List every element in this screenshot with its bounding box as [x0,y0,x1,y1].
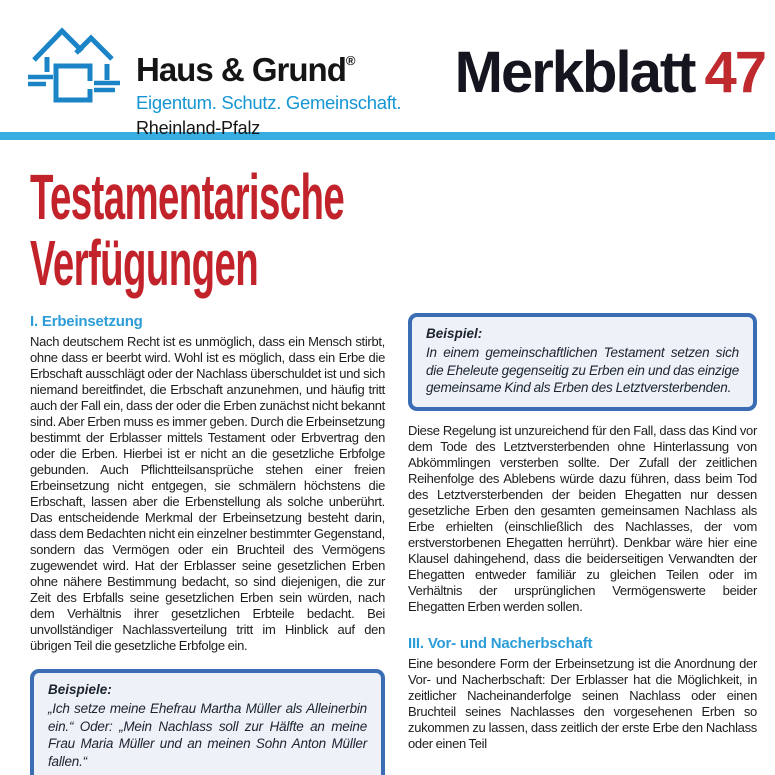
masthead-title [454,40,765,105]
section-heading-nacherbschaft: III. Vor- und Nacherbschaft [408,634,593,652]
example-box-body: In einem gemeinschaftlichen Testament setzen sich die Eheleute gegenseitig zu Erben ein und das einzige gemeinsame Kind als Erben des Letztversterbenden. [426,345,739,395]
header [0,0,775,138]
example-box [408,313,757,411]
right-column [408,313,757,775]
examples-box-body: „Ich setze meine Ehefrau Martha Müller als Alleinerbin ein.“ Oder: „Mein Nachlass soll zur Hälfte an meine Frau Maria Müller und an meinen Sohn Anton Müller fallen.“ [48,701,367,769]
masthead-number: 47 [704,40,765,105]
section-body-erbeinsetzung: Nach deutschem Recht ist es unmöglich, dass ein Mensch stirbt, ohne dass er beerbt wird. Wohl ist es möglich, dass ein Erbe die Erbschaft ausschlägt oder der Nachlass überschuldet ist und sich niemand bereitfindet, die Erbschaft anzunehmen, und häufig tritt auch der Fall ein, dass der oder die Erben zunächst nicht bekannt sind. Aber Erben muss es immer geben. Durch die Erbeinsetzung bestimmt der Erblasser mittels Testament oder Erbvertrag den oder die Erben. Hierbei ist er nicht an die gesetzliche Erbfolge gebunden. Auch Pflichtteilsansprüche stehen einer freien Erbeinsetzung nicht entgegen, sie schmälern höchstens die Erbschaft, lassen aber die Erbenstellung als solche unberührt. Das entscheidende Merkmal der Erbeinsetzung besteht darin, dass dem Bedachten nicht ein einzelner bestimmter Gegenstand, sondern das Vermögen oder ein Bruchteil des Vermögens zugewendet wird. Hat der Erblasser seine gesetzlichen Erben ohne nähere Bestimmung bedacht, so sind diejenigen, die zur Zeit des Erbfalls seine gesetzlichen Erben sein würden, nach dem Verhältnis ihrer gesetzlichen Erbteile bedacht. Bei unvollständiger Nachlassverteilung tritt im Hinblick auf den übrigen Teil die gesetzliche Erbfolge ein. [30,334,385,653]
section-heading-erbeinsetzung: I. Erbeinsetzung [30,313,143,330]
masthead-label: Merkblatt [454,40,695,105]
content-columns [0,313,775,775]
brand-tagline: Eigentum. Schutz. Gemeinschaft. [136,92,402,113]
left-column [30,313,385,775]
brand-block [136,42,401,139]
section-body-nacherbschaft: Eine besondere Form der Erbeinsetzung ist die Anordnung der Vor- und Nacherbschaft: Der Erblasser hat die Möglichkeit, in zeitlicher Nacheinanderfolge seinen Nachlass oder einen Bruchteil seines Nachlasses den vorgesehenen Erben so zukommen zu lassen, dass zeitlich der erste Erbe den Nachlass oder einen Teil [408,655,757,751]
document-title: Testamentarische Verfügungen [30,161,345,299]
paragraph-regelung: Diese Regelung ist unzureichend für den Fall, dass das Kind vor dem Tode des Letztversterbenden ohne Hinterlassung von Abkömmlingen versterben sollte. Der Zufall der zeitlichen Reihenfolge des Ablebens würde dazu führen, dass beim Tod des Letztversterbenden der beiden Ehegatten nur dessen gesetzliche Erben den gesamten gemeinsamen Nachlass als Erbe erhielten (einschließlich des Nachlasses, der vom erstverstorbenen Ehegatten herrührt). Denkbar wäre hier eine Klausel dahingehend, dass die beiderseitigen Verwandten der Ehegatten entweder familiär zu gleichen Teilen oder im Verhältnis der ursprünglichen Vermögenswerte beider Ehegatten Erben werden sollen. [408,422,757,614]
example-box-heading: Beispiel: [426,326,483,341]
haus-und-grund-logo-icon [26,22,126,124]
examples-box [30,669,385,775]
brand-name-text: Haus & Grund [136,51,346,88]
brand-region: Rheinland-Pfalz [136,118,261,138]
examples-box-heading: Beispiele: [48,682,112,697]
brand-name [136,42,401,89]
registered-trademark: ® [345,53,356,68]
